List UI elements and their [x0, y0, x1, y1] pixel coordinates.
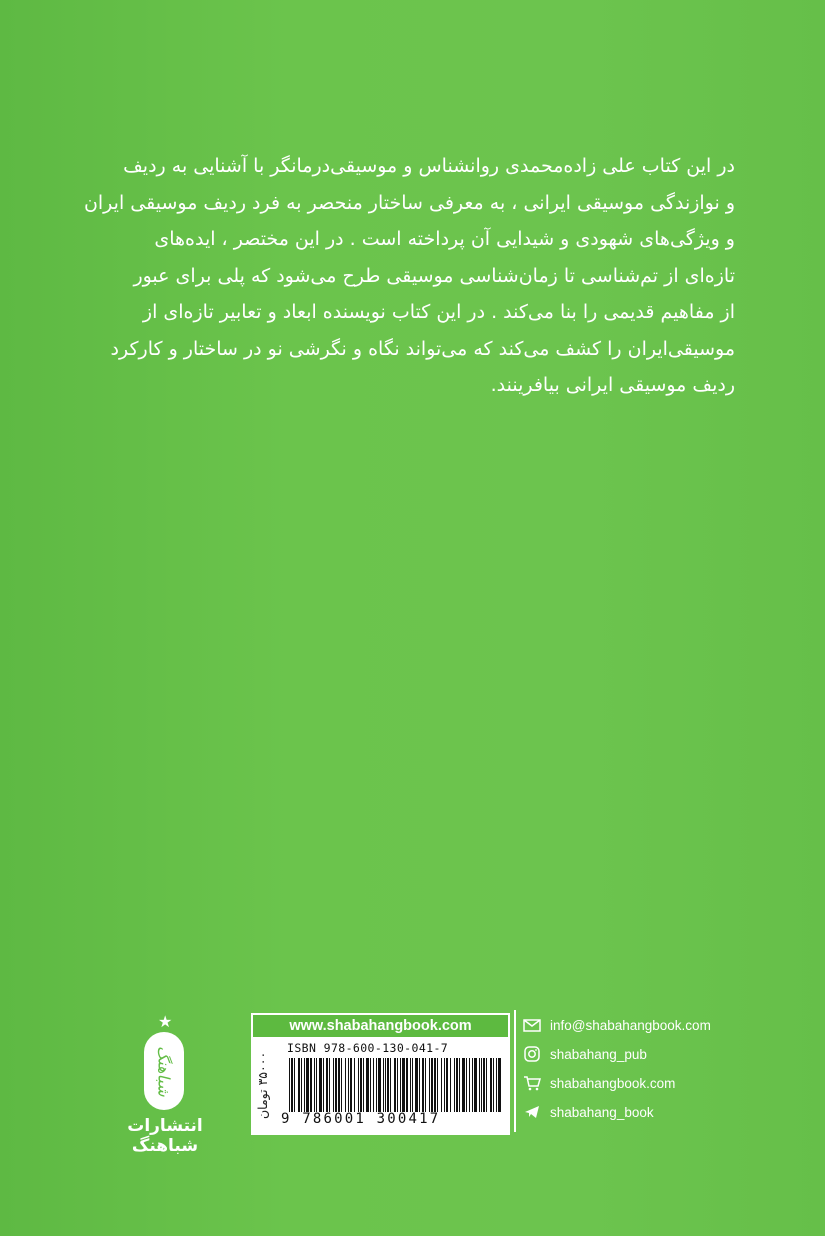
barcode-bar	[402, 1058, 405, 1112]
barcode-bar	[387, 1058, 389, 1112]
barcode-bar	[338, 1058, 340, 1112]
barcode-bar	[348, 1058, 349, 1112]
divider	[514, 1010, 516, 1132]
barcode-bar	[493, 1058, 494, 1112]
barcode-bar	[319, 1058, 322, 1112]
publisher-logo	[100, 1012, 230, 1156]
contact-shop-text: shabahangbook.com	[550, 1075, 676, 1091]
barcode-bar	[301, 1058, 302, 1112]
barcode-bar	[454, 1058, 455, 1112]
barcode-bar	[323, 1058, 324, 1112]
telegram-icon	[522, 1104, 542, 1120]
contact-shop	[522, 1072, 675, 1094]
barcode-bar	[481, 1058, 482, 1112]
barcode-bar	[358, 1058, 359, 1112]
barcode-bar	[294, 1058, 295, 1112]
contact-telegram-text: shabahang_book	[550, 1104, 654, 1120]
book-description	[85, 148, 735, 404]
barcode-bar	[363, 1058, 364, 1112]
website-label: www.shabahangbook.com	[253, 1015, 508, 1037]
barcode-bar	[366, 1058, 369, 1112]
contact-instagram-text: shabahang_pub	[550, 1046, 647, 1062]
barcode-bar	[354, 1058, 355, 1112]
barcode-bar	[410, 1058, 411, 1112]
logo-badge	[144, 1032, 184, 1110]
barcode-bar	[345, 1058, 346, 1112]
barcode-bar	[378, 1058, 381, 1112]
barcode	[289, 1058, 501, 1112]
barcode-bar	[429, 1058, 430, 1112]
contact-instagram	[522, 1043, 647, 1065]
description-line: در این کتاب علی زاده‌محمدی روانشناس و موسیقی‌درمانگر با آشنایی به ردیف	[123, 155, 735, 177]
cart-icon	[522, 1075, 542, 1091]
barcode-bar	[446, 1058, 448, 1112]
barcode-bar	[450, 1058, 451, 1112]
barcode-bar	[469, 1058, 470, 1112]
barcode-bar	[479, 1058, 480, 1112]
barcode-bar	[419, 1058, 420, 1112]
barcode-bar	[298, 1058, 300, 1112]
barcode-bar	[444, 1058, 445, 1112]
description-line: از مفاهیم قدیمی را بنا می‌کند . در این کتاب نویسنده ابعاد و تعابیر تازه‌ای از	[142, 301, 735, 323]
isbn-label: ISBN 978-600-130-041-7	[287, 1041, 449, 1055]
barcode-bar	[486, 1058, 487, 1112]
barcode-bar	[498, 1058, 501, 1112]
description-line: و ویژگی‌های شهودی و شیدایی آن پرداخته است . در این مختصر ، ایده‌های	[154, 228, 735, 250]
description-line: ردیف موسیقی ایرانی بیافرینند.	[490, 374, 735, 396]
contact-telegram	[522, 1101, 654, 1123]
barcode-bar	[400, 1058, 401, 1112]
barcode-bar	[456, 1058, 458, 1112]
instagram-icon	[522, 1046, 542, 1062]
barcode-bar	[376, 1058, 377, 1112]
barcode-digits: 9 786001 300417	[281, 1111, 441, 1127]
barcode-bar	[406, 1058, 408, 1112]
barcode-bar	[483, 1058, 485, 1112]
barcode-bar	[341, 1058, 342, 1112]
barcode-bar	[316, 1058, 317, 1112]
barcode-bar	[441, 1058, 442, 1112]
barcode-bar	[329, 1058, 330, 1112]
barcode-bar	[490, 1058, 492, 1112]
logo-mark: شباهنگ	[154, 1045, 174, 1097]
contact-email	[522, 1014, 711, 1036]
barcode-bar	[385, 1058, 386, 1112]
barcode-bar	[360, 1058, 362, 1112]
barcode-bar	[425, 1058, 426, 1112]
star-icon: ★	[158, 1012, 173, 1031]
barcode-bar	[291, 1058, 293, 1112]
barcode-bar	[459, 1058, 460, 1112]
description-line: و نوازندگی موسیقی ایرانی ، به معرفی ساختار منحصر به فرد ردیف موسیقی ایران	[83, 191, 735, 214]
description-line: تازه‌ای از تم‌شناسی تا زمان‌شناسی موسیقی طرح می‌شود که پلی برای عبور	[133, 264, 735, 287]
contact-email-text: info@shabahangbook.com	[550, 1017, 711, 1033]
barcode-bar	[304, 1058, 305, 1112]
barcode-bar	[373, 1058, 374, 1112]
barcode-bar	[422, 1058, 424, 1112]
barcode-bar	[383, 1058, 384, 1112]
barcode-bar	[335, 1058, 337, 1112]
barcode-bar	[350, 1058, 352, 1112]
barcode-bar	[326, 1058, 328, 1112]
description-line: موسیقی‌ایران را کشف می‌کند که می‌تواند نگاه و نگرشی نو در ساختار و کارکرد	[110, 337, 735, 360]
barcode-bar	[397, 1058, 398, 1112]
barcode-bar	[462, 1058, 465, 1112]
barcode-bar	[394, 1058, 396, 1112]
barcode-bar	[310, 1058, 312, 1112]
barcode-bar	[289, 1058, 290, 1112]
barcode-bar	[431, 1058, 433, 1112]
barcode-bar	[434, 1058, 436, 1112]
mail-icon	[522, 1017, 542, 1033]
barcode-panel	[251, 1013, 510, 1135]
barcode-bar	[412, 1058, 413, 1112]
publisher-name: انتشارات شباهنگ	[127, 1116, 203, 1156]
barcode-bar	[466, 1058, 467, 1112]
barcode-bar	[333, 1058, 334, 1112]
barcode-bar	[474, 1058, 477, 1112]
barcode-bar	[496, 1058, 497, 1112]
barcode-bar	[390, 1058, 391, 1112]
barcode-bar	[370, 1058, 371, 1112]
barcode-bar	[314, 1058, 315, 1112]
barcode-bar	[437, 1058, 438, 1112]
contact-list	[514, 1010, 754, 1134]
price-label: ۳۵۰۰۰ تومان	[255, 1051, 270, 1119]
barcode-bar	[415, 1058, 418, 1112]
barcode-bar	[472, 1058, 473, 1112]
barcode-bar	[306, 1058, 309, 1112]
